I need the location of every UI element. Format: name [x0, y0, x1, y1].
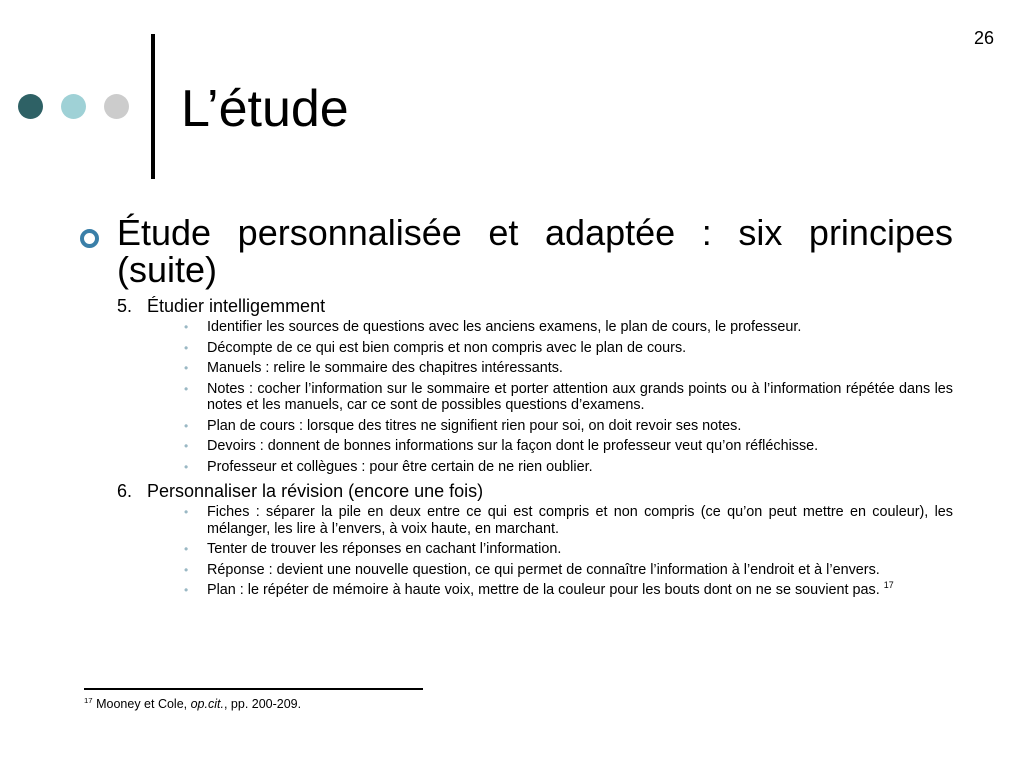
- section-title: Étudier intelligemment: [147, 296, 326, 316]
- bullet-icon: •: [184, 381, 189, 396]
- title-divider: [151, 34, 155, 179]
- decorative-dot-gray: [104, 94, 129, 119]
- slide-number: 26: [973, 28, 994, 48]
- list-item: • Plan : le répéter de mémoire à haute voix, mettre de la couleur pour les bouts dont on ne se souvient pas. $^{17}$: [184, 580, 894, 598]
- slide-content: [80, 214, 953, 603]
- section-5-heading: [117, 296, 953, 316]
- decorative-dot-light: [61, 94, 86, 119]
- list-item: • Fiches : séparer la pile en deux entre ce qui est compris et non compris (ce qu’on peut mettre en couleur), les mélanger, les lire à l’envers, à voix haute, en marchant.: [184, 504, 953, 537]
- section-number: 6.: [117, 481, 133, 501]
- list-item: • Décompte de ce qui est bien compris et non compris avec le plan de cours.: [184, 339, 687, 356]
- section-number: 5.: [117, 296, 133, 316]
- bullet-icon: •: [184, 505, 189, 519]
- section-title: Personnaliser la révision (encore une fois): [147, 481, 484, 501]
- footnote-reference: 17: [883, 580, 894, 591]
- footnote-author: Mooney et Cole,: [96, 697, 191, 711]
- footnote: [84, 697, 301, 712]
- list-item: • Devoirs : donnent de bonnes informations sur la façon dont le professeur veut qu’on réfléchisse.: [184, 438, 819, 454]
- list-item: • Professeur et collègues : pour être certain de ne rien oublier.: [184, 458, 593, 475]
- main-heading: Étude personnalisée et adaptée : six principes (suite): [117, 212, 953, 290]
- bullet-icon: •: [184, 439, 189, 453]
- ring-bullet-icon: [80, 229, 99, 248]
- bullet-icon: •: [184, 583, 189, 597]
- section-5-list: [184, 319, 953, 475]
- footnote-pages: , pp. 200-209.: [223, 697, 302, 711]
- list-item: • Manuels : relire le sommaire des chapitres intéressants.: [184, 360, 563, 376]
- footnote-divider: [84, 688, 423, 690]
- bullet-icon: •: [184, 418, 189, 433]
- list-item: • Réponse : devient une nouvelle question, ce qui permet de connaître l’information à l’endroit et à l’envers.: [184, 561, 880, 578]
- list-item: • Tenter de trouver les réponses en cachant l’information.: [184, 541, 562, 557]
- section-6-list: [184, 504, 953, 599]
- bullet-icon: •: [184, 459, 189, 474]
- bullet-icon: •: [184, 320, 189, 334]
- footnote-citation: op.cit.: [190, 697, 224, 711]
- list-item: • Notes : cocher l’information sur le sommaire et porter attention aux grands points ou à l’information répétée dans les notes et les manuels, car ce sont de possibles questions d’examens.: [184, 380, 953, 413]
- list-item: • Plan de cours : lorsque des titres ne signifient rien pour soi, on doit revoir ses notes.: [184, 417, 742, 434]
- main-bullet: [80, 214, 953, 288]
- list-item: • Identifier les sources de questions avec les anciens examens, le plan de cours, le professeur.: [184, 319, 802, 335]
- bullet-icon: •: [184, 340, 189, 355]
- footnote-mark: 17: [84, 695, 93, 705]
- bullet-icon: •: [184, 562, 189, 577]
- section-6-heading: [117, 481, 953, 501]
- bullet-icon: •: [184, 542, 189, 556]
- decorative-dot-dark: [18, 94, 43, 119]
- bullet-icon: •: [184, 361, 189, 375]
- slide-title: L’étude: [181, 80, 349, 138]
